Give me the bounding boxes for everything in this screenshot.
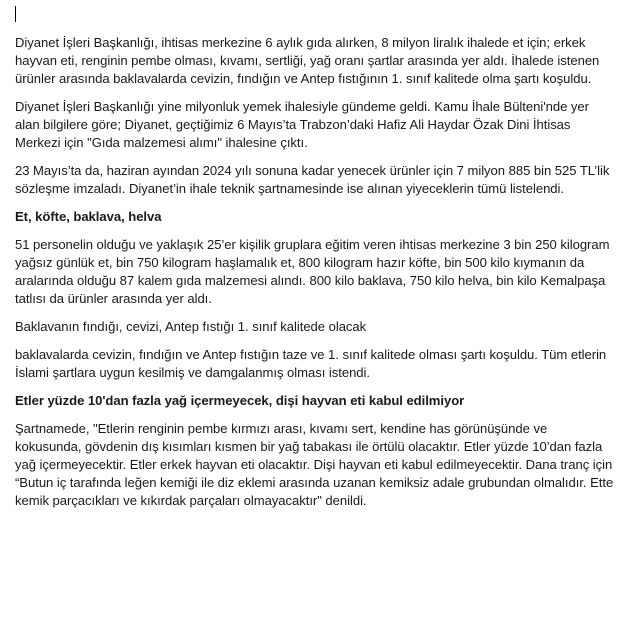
paragraph-specification: Şartnamede, "Etlerin renginin pembe kırmızı arası, kıvamı sert, kendine has görünüşünde ve kokusunda, gövdenin dış kısımları kısmen bir yağ tabakası ile örtülü olacaktır. Etler yüzde 10’dan fazla yağ içermeyecektir. Etler erkek hayvan eti olacaktır. Dişi hayvan eti kabul edilmeyecektir. Dana tranç için “Butun iç tarafında leğen kemiği ile diz eklemi arasında uzanan kemiksiz adale grubundan olmalıdır. Ette kemik parçacıkları ve kıkırdak parçaları olmayacaktır" denildi. xyxy=(15,421,614,508)
document-body[interactable] xyxy=(15,34,615,520)
paragraph-contract: 23 Mayıs’ta da, haziran ayından 2024 yılı sonuna kadar yenecek ürünler için 7 milyon 885 bin 525 TL’lik sözleşme imzaladı. Diyanet’in ihale teknik şartnamesinde ise alınan yiyeceklerin tümü listelendi. xyxy=(15,163,610,196)
paragraph-tender: Diyanet İşleri Başkanlığı yine milyonluk yemek ihalesiyle gündeme geldi. Kamu İhale Bülteni'nde yer alan bilgilere göre; Diyanet, geçtiğimiz 6 Mayıs’ta Trabzon’daki Hafiz Ali Haydar Özak Dini İhtisas Merkezi için "Gıda malzemesi alımı" ihalesine çıktı. xyxy=(15,99,589,150)
paragraph-baklava-quality: baklavalarda cevizin, fındığın ve Antep fıstığın taze ve 1. sınıf kalitede olması şartı koşuldu. Tüm etlerin İslami şartlara uygun kesilmiş ve damgalanmış olması istendi. xyxy=(15,347,607,380)
paragraph-quantities: 51 personelin olduğu ve yaklaşık 25’er kişilik gruplara eğitim veren ihtisas merkezine 3 bin 250 kilogram yağsız günlük et, bin 750 kilogram haşlamalık et, 800 kilogram hazır köfte, bin 500 kilo kıymanın da aralarında olduğu 87 kalem gıda malzemesi alındı. 800 kilo baklava, 750 kilo helva, bin kilo Kemalpaşa tatlısı da ürünler arasında yer aldı. xyxy=(15,237,610,306)
heading-meat-baklava: Et, köfte, baklava, helva xyxy=(15,209,162,224)
paragraph-baklava-subtitle: Baklavanın fındığı, cevizi, Antep fıstığı 1. sınıf kalitede olacak xyxy=(15,319,367,334)
paragraph-intro: Diyanet İşleri Başkanlığı, ihtisas merkezine 6 aylık gıda alırken, 8 milyon liralık ihalede et için; erkek hayvan eti, renginin pembe olması, kıvamı, sertliği, yağ oranı şartlar arasında yer aldı. İhalede istenen ürünler arasında baklavalarda cevizin, fındığın ve Antep fıstığının 1. sınıf kalitede olma şartı koşuldu. xyxy=(15,35,600,86)
text-cursor xyxy=(15,6,16,22)
heading-meat-fat: Etler yüzde 10'dan fazla yağ içermeyecek, dişi hayvan eti kabul edilmiyor xyxy=(15,393,465,408)
